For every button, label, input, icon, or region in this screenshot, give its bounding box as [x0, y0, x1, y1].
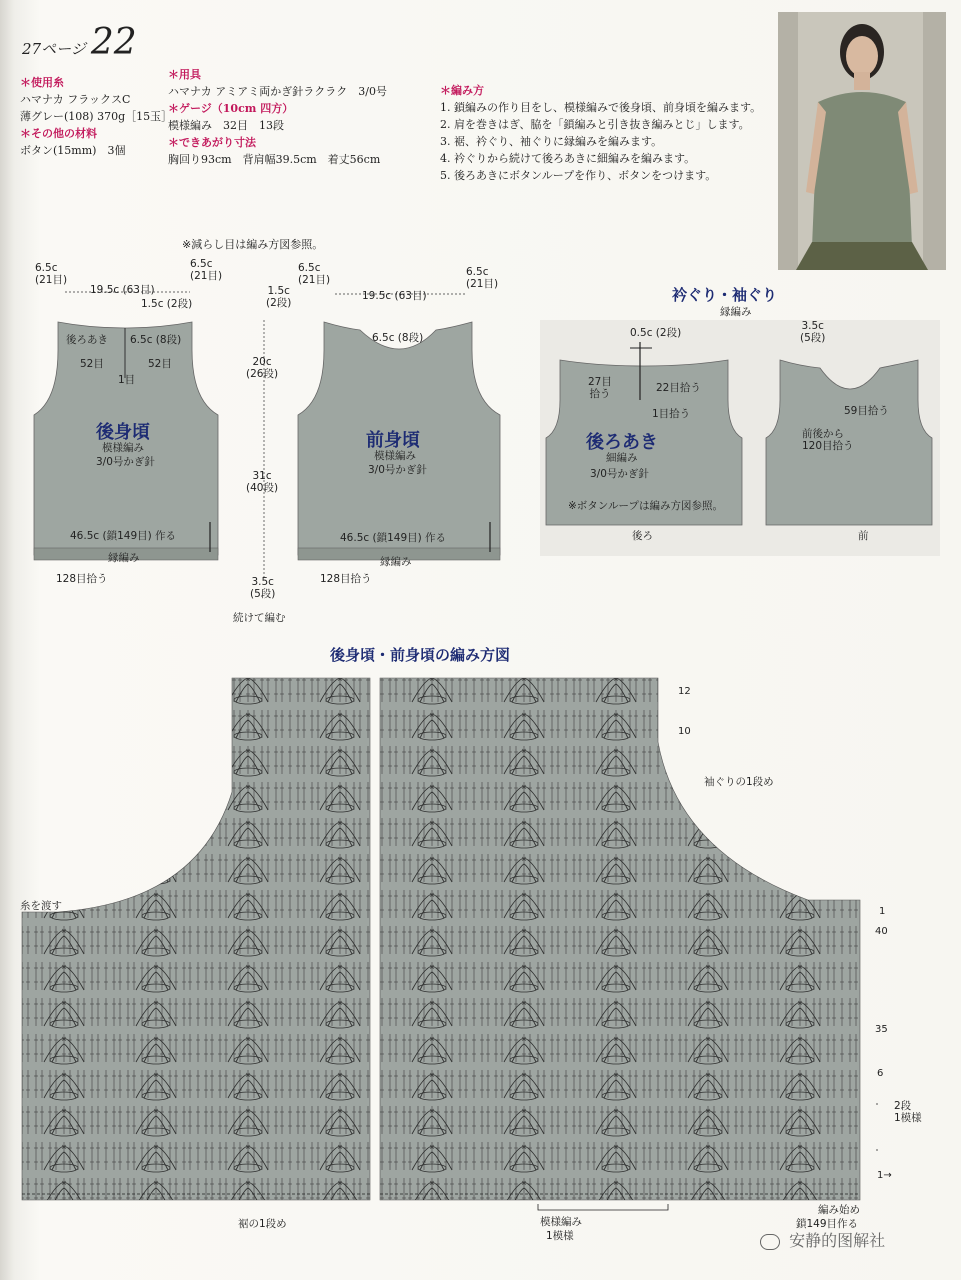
pick-59: 59目拾う	[844, 405, 889, 417]
row-12: 12	[678, 686, 691, 697]
materials-block	[20, 74, 172, 159]
back-shoulder-left: 6.5c (21目)	[35, 262, 68, 286]
yarn-line-2: 薄グレー(108) 370g［15玉］	[20, 110, 173, 123]
pattern-repeat-label: 1模様	[546, 1230, 574, 1242]
back-opening-depth: 6.5c (8段)	[130, 334, 182, 346]
pattern-number: 22	[90, 22, 137, 63]
back-piece-title: 後身頃	[96, 422, 150, 443]
back-detail-label: 後ろ	[632, 530, 653, 542]
wechat-icon	[760, 1234, 780, 1250]
front-shoulder-left: 6.5c (21目)	[298, 262, 331, 286]
button-loop-note: ※ボタンループは編み方図参照。	[568, 500, 724, 512]
model-photo	[778, 12, 946, 270]
back-pickup: 128目拾う	[56, 573, 108, 585]
start-label: 編み始め	[818, 1204, 860, 1216]
body-length: 31c (40段)	[246, 470, 279, 494]
start-chain-label: 鎖149目作る	[796, 1218, 859, 1230]
armhole-first-row: 袖ぐりの1段め	[704, 776, 774, 788]
pattern-stitch-label: 模様編み	[540, 1216, 582, 1228]
back-center-stitch: 1目	[118, 374, 136, 386]
back-neck-depth: 1.5c (2段)	[141, 298, 193, 310]
other-materials-heading: ＊その他の材料	[20, 127, 97, 140]
back-foundation: 46.5c (鎖149目) 作る	[70, 530, 177, 542]
step-4: 4. 衿ぐりから続けて後ろあきに細編みを編みます。	[440, 152, 696, 165]
step-3: 3. 裾、衿ぐり、袖ぐりに縁編みを編みます。	[440, 135, 663, 148]
step-1: 1. 鎖編みの作り目をし、模様編みで後身頃、前身頃を編みます。	[440, 101, 762, 114]
pick-1: 1目拾う	[652, 408, 691, 420]
edging-depth: 3.5c (5段)	[250, 576, 276, 600]
back-neck-width: 19.5c (63目)	[90, 284, 155, 296]
back-52-left: 52目	[80, 358, 104, 370]
back-opening-label: 後ろあき	[66, 334, 108, 346]
model-photo-illustration	[778, 12, 946, 270]
front-neck-depth: 6.5c (8段)	[372, 332, 424, 344]
yarn-pass-label: 糸を渡す	[20, 900, 62, 912]
back-pattern-stitch: 模様編み	[102, 442, 144, 454]
back-52-right: 52目	[148, 358, 172, 370]
front-neck-width: 19.5c (63目)	[362, 290, 427, 302]
front-chart-motif	[380, 678, 860, 1200]
row-6: 6	[877, 1068, 884, 1079]
pick-120: 前後から 120目拾う	[802, 428, 854, 452]
row-repeat-label: 2段 1模様	[894, 1100, 922, 1124]
neck-detail-title: 衿ぐり・袖ぐり	[672, 286, 778, 304]
front-edging-label: 縁編み	[380, 556, 412, 568]
tools-block	[168, 66, 387, 168]
front-hook: 3/0号かぎ針	[368, 464, 427, 476]
front-piece-title: 前身頃	[366, 430, 420, 451]
gauge-line: 模様編み 32目 13段	[168, 119, 284, 132]
watermark	[760, 1228, 885, 1251]
pattern-repeat-bracket	[538, 1204, 668, 1210]
row-1-top: 1	[879, 906, 886, 917]
row-40: 40	[875, 926, 888, 937]
gauge-heading: ＊ゲージ（10cm 四方）	[168, 102, 294, 115]
page-ref: 27ページ	[22, 40, 86, 58]
back-edging-label: 縁編み	[108, 552, 140, 564]
back-opening-hook: 3/0号かぎ針	[590, 468, 649, 480]
front-detail-label: 前	[858, 530, 869, 542]
right-top-depth: 3.5c (5段)	[800, 320, 826, 344]
instructions-block	[440, 82, 780, 184]
back-top-depth: 0.5c (2段)	[630, 327, 682, 339]
step-5: 5. 後ろあきにボタンループを作り、ボタンをつけます。	[440, 169, 717, 182]
front-pickup: 128目拾う	[320, 573, 372, 585]
tools-heading: ＊用具	[168, 68, 201, 81]
front-foundation: 46.5c (鎖149目) 作る	[340, 532, 447, 544]
yarn-heading: ＊使用糸	[20, 76, 64, 89]
size-heading: ＊できあがり寸法	[168, 136, 256, 149]
crochet-chart	[18, 672, 878, 1212]
row-35: 35	[875, 1024, 888, 1035]
watermark-text: 安静的图解社	[789, 1231, 886, 1250]
row-1-bottom: 1→	[877, 1170, 892, 1181]
neck-detail-edging: 縁編み	[720, 306, 752, 318]
back-opening-title: 後ろあき	[586, 432, 658, 453]
row-repeat-bracket	[876, 1104, 878, 1150]
continue-knitting: 続けて編む	[233, 612, 286, 624]
front-pattern-stitch: 模様編み	[374, 450, 416, 462]
chart-title: 後身頃・前身頃の編み方図	[330, 646, 511, 664]
back-chart-motif	[22, 678, 370, 1200]
pick-22: 22目拾う	[656, 382, 701, 394]
back-opening-sc: 細編み	[606, 452, 638, 464]
yarn-line-1: ハマナカ フラックスC	[20, 93, 131, 106]
armhole-top-depth: 1.5c (2段)	[266, 285, 292, 309]
pick-27: 27目 拾う	[588, 376, 612, 400]
other-materials-line: ボタン(15mm) 3個	[20, 144, 126, 157]
tools-line: ハマナカ アミアミ両かぎ針ラクラク 3/0号	[168, 85, 387, 98]
instructions-heading: ＊編み方	[440, 84, 484, 97]
front-shoulder-right: 6.5c (21目)	[466, 266, 499, 290]
row-10: 10	[678, 726, 691, 737]
hem-first-row: 裾の1段め	[238, 1218, 287, 1230]
schematic-note: ※減らし目は編み方図参照。	[182, 238, 324, 251]
page-header	[22, 22, 137, 63]
size-line: 胸回り93cm 背肩幅39.5cm 着丈56cm	[168, 153, 381, 166]
armhole-depth: 20c (26段)	[246, 356, 279, 380]
step-2: 2. 肩を巻きはぎ、脇を「鎖編みと引き抜き編みとじ」します。	[440, 118, 750, 131]
back-shoulder-right: 6.5c (21目)	[190, 258, 223, 282]
back-hook: 3/0号かぎ針	[96, 456, 155, 468]
